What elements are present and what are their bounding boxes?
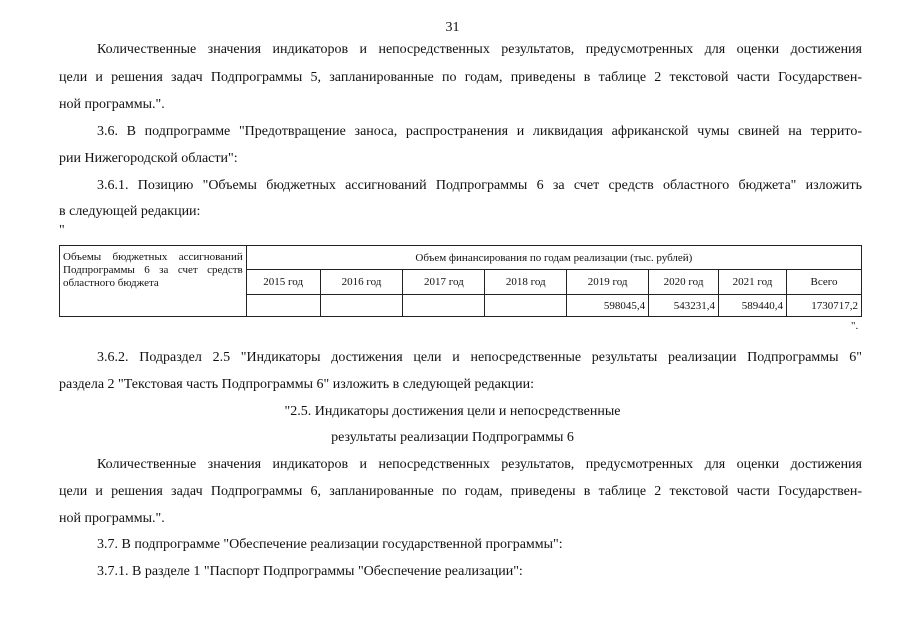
year-header: 2016 год [320,270,403,295]
open-quote: " [59,223,65,238]
year-header: 2018 год [485,270,567,295]
total-header: Всего [786,270,861,295]
paragraph-line: цели и решения задач Подпрограммы 6, запланированные по годам, приведены в таблице 2 текстовой части Государствен- [59,484,862,499]
paragraph-line: 3.6.2. Подраздел 2.5 "Индикаторы достижения цели и непосредственные результаты реализации Подпрограммы 6" [97,350,862,365]
paragraph-line: 3.7. В подпрограмме "Обеспечение реализации государственной программы": [97,537,563,552]
year-header: 2021 год [719,270,787,295]
table-header: Объем финансирования по годам реализации (тыс. рублей) [246,246,861,270]
year-header: 2015 год [246,270,320,295]
paragraph-line: Количественные значения индикаторов и непосредственных результатов, предусмотренных для оценки достижения [97,457,862,472]
value-cell: 543231,4 [649,295,719,317]
budget-table [59,245,862,317]
paragraph-line: 3.6.1. Позицию "Объемы бюджетных ассигнований Подпрограммы 6 за счет средств областного бюджета" изложить [97,178,862,193]
value-cell: 589440,4 [719,295,787,317]
year-header: 2020 год [649,270,719,295]
value-cell [403,295,485,317]
section-heading: результаты реализации Подпрограммы 6 [331,430,574,445]
paragraph-line: Количественные значения индикаторов и непосредственных результатов, предусмотренных для оценки достижения [97,42,862,57]
value-cell [485,295,567,317]
page-number: 31 [445,20,460,35]
paragraph-line: рии Нижегородской области": [59,151,238,166]
paragraph-line: ной программы.". [59,511,165,526]
paragraph-line: цели и решения задач Подпрограммы 5, запланированные по годам, приведены в таблице 2 текстовой части Государствен- [59,70,862,85]
year-header: 2017 год [403,270,485,295]
year-header: 2019 год [567,270,649,295]
value-cell [246,295,320,317]
total-value-cell: 1730717,2 [786,295,861,317]
paragraph-line: ной программы.". [59,97,165,112]
close-quote: ". [851,320,859,332]
paragraph-line: раздела 2 "Текстовая часть Подпрограммы 6" изложить в следующей редакции: [59,377,535,392]
paragraph-line: в следующей редакции: [59,204,201,219]
table-row-label: Объемы бюджетных ассигнований Подпрограммы 6 за счет средств областного бюджета [60,246,247,317]
value-cell [320,295,403,317]
value-cell: 598045,4 [567,295,649,317]
section-heading: "2.5. Индикаторы достижения цели и непосредственные [284,404,621,419]
paragraph-line: 3.6. В подпрограмме "Предотвращение заноса, распространения и ликвидация африканской чумы свиней на террито- [97,124,862,139]
paragraph-line: 3.7.1. В разделе 1 "Паспорт Подпрограммы "Обеспечение реализации": [97,564,523,579]
